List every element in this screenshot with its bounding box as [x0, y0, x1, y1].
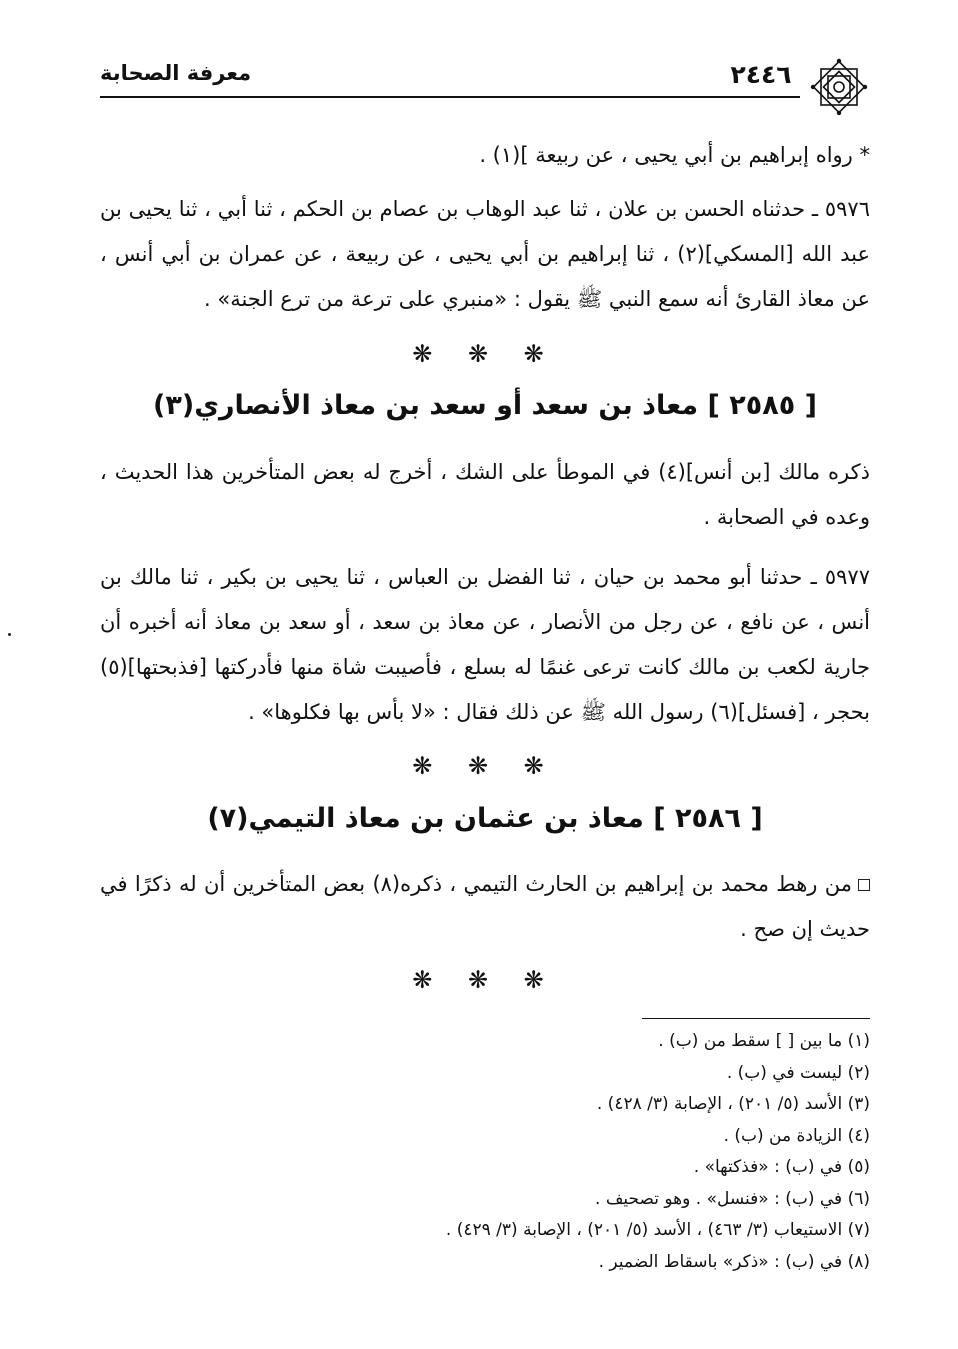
footnote-item: (٦) في (ب) : «فنسل» . وهو تصحيف .: [595, 1188, 870, 1209]
section-separator: ❋ ❋ ❋: [412, 752, 558, 780]
footnote-item: (٢) ليست في (ب) .: [726, 1062, 870, 1083]
paragraph-text: ٥٩٧٧ ـ حدثنا أبو محمد بن حيان ، ثنا الفضل بن العباس ، ثنا يحيى بن بكير ، ثنا مالك بن أنس ، عن نافع ، عن رجل من الأنصار ، عن معاذ بن سعد ، أو سعد بن معاذ أنه أخبره أن جارية لكعب بن مالك كانت ترعى غنمًا له بسلع ، فأصيبت شاة منها فأدركتها [فذبحتها](٥) بحجر ، [فسئل](٦) رسول الله ﷺ عن ذلك فقال : «لا بأس بها فكلوها» .: [100, 565, 870, 724]
paragraph-text: * رواه إبراهيم بن أبي يحيى ، عن ربيعة ](١) .: [479, 143, 870, 167]
footnote-item: (٣) الأسد (٥/ ٢٠١) ، الإصابة (٣/ ٤٢٨) .: [596, 1094, 870, 1114]
page-number: ٢٤٤٦: [730, 60, 792, 89]
running-title: معرفة الصحابة: [100, 61, 252, 85]
footnote-item: (٥) في (ب) : «فذكتها» .: [693, 1157, 870, 1177]
footnote-item: (٧) الاستيعاب (٣/ ٤٦٣) ، الأسد (٥/ ٢٠١) ، الإصابة (٣/ ٤٢٩) .: [445, 1220, 870, 1240]
hadith-5976: [100, 187, 870, 322]
section-separator: ❋ ❋ ❋: [412, 340, 558, 368]
paragraph-text: من رهط محمد بن إبراهيم بن الحارث التيمي ، ذكره(٨) بعض المتأخرين أن له ذكرًا في حديث إن صح .: [100, 872, 870, 941]
paragraph-text: ٥٩٧٦ ـ حدثناه الحسن بن علان ، ثنا عبد الوهاب بن عصام بن الحكم ، ثنا أبي ، ثنا يحيى بن عبد الله [المسكي](٢) ، ثنا إبراهيم بن أبي يحيى ، عن ربيعة ، عن عمران بن أبي أنس ، عن معاذ القارئ أنه سمع النبي ﷺ يقول : «منبري على ترعة من ترع الجنة» .: [100, 197, 870, 311]
entry-description-2586: [100, 862, 870, 952]
square-bullet-icon: [858, 879, 870, 891]
scan-speck: [8, 633, 11, 636]
footnotes: [100, 1026, 870, 1278]
octagram-star-ornament-icon: [808, 56, 870, 118]
paragraph-narration-note: [100, 133, 870, 178]
entry-description-2585: [100, 450, 870, 540]
footnote-divider: [642, 1018, 870, 1019]
paragraph-text: ذكره مالك [بن أنس](٤) في الموطأ على الشك ، أخرج له بعض المتأخرين هذا الحديث ، وعده في الصحابة .: [100, 460, 870, 529]
entry-title-2585: [ ٢٥٨٥ ] معاذ بن سعد أو سعد بن معاذ الأنصاري(٣): [153, 390, 817, 421]
footnote-item: (٤) الزيادة من (ب) .: [723, 1125, 870, 1146]
header-divider: [100, 96, 800, 98]
entry-title-2586: [ ٢٥٨٦ ] معاذ بن عثمان بن معاذ التيمي(٧): [207, 803, 763, 834]
section-separator: ❋ ❋ ❋: [412, 966, 558, 994]
footnote-item: (٨) في (ب) : «ذكر» باسقاط الضمير .: [598, 1251, 870, 1272]
hadith-5977: [100, 555, 870, 735]
footnote-item: (١) ما بين [ ] سقط من (ب) .: [658, 1031, 870, 1051]
